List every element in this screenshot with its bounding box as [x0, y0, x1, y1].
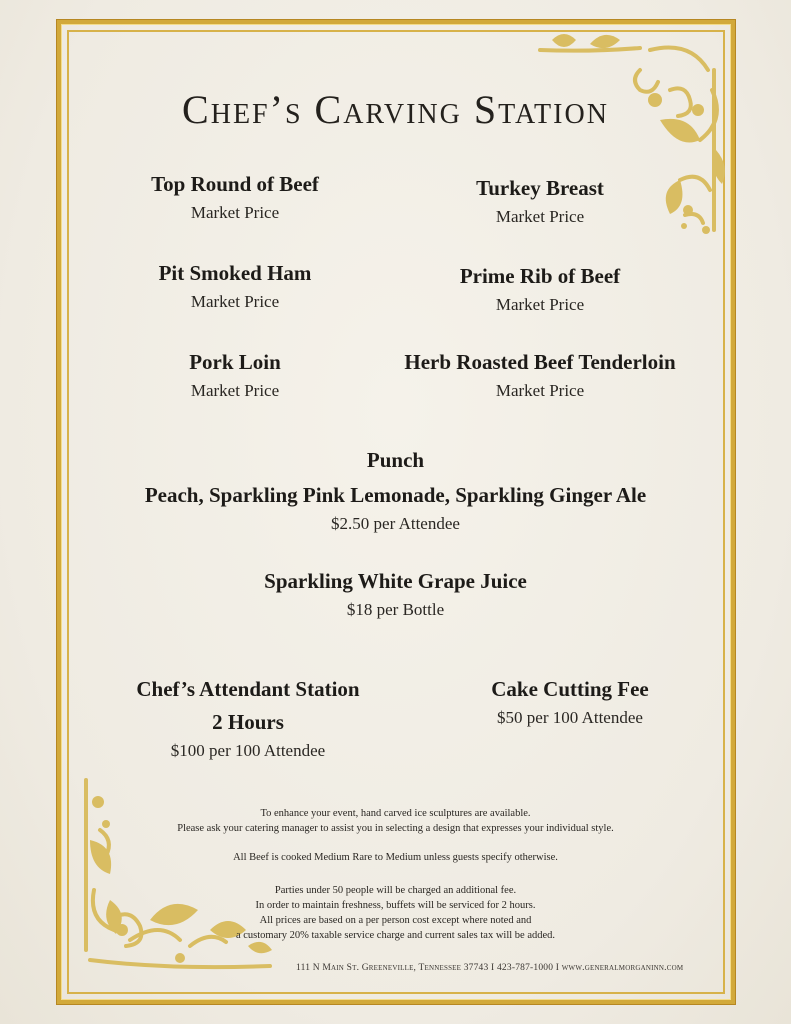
- punch-price: $2.50 per Attendee: [331, 514, 460, 533]
- note-line: All prices are based on a per person cost except where noted and: [259, 915, 532, 926]
- ice-sculpture-note: [0, 806, 791, 836]
- attendant-duration: 2 Hours: [212, 710, 284, 734]
- punch-heading: Punch: [366, 448, 425, 472]
- grape-juice-price: $18 per Bottle: [346, 600, 445, 619]
- item-name: Turkey Breast: [476, 176, 604, 200]
- item-price: Market Price: [190, 203, 280, 222]
- note-line: Please ask your catering manager to assist you in selecting a design that expresses your individual style.: [177, 823, 614, 834]
- item-name: Top Round of Beef: [151, 172, 319, 196]
- item-price: Market Price: [190, 381, 280, 400]
- item-name: Pit Smoked Ham: [158, 261, 312, 285]
- policy-note: [0, 883, 791, 943]
- note-line: In order to maintain freshness, buffets will be serviced for 2 hours.: [255, 900, 536, 911]
- menu-item: [135, 261, 335, 312]
- attendant-price: $100 per 100 Attendee: [170, 741, 326, 760]
- menu-item: [135, 172, 335, 223]
- item-price: Market Price: [495, 295, 585, 314]
- item-name: Herb Roasted Beef Tenderloin: [404, 350, 676, 374]
- note-line: To enhance your event, hand carved ice sculptures are available.: [260, 808, 531, 819]
- cake-section: [470, 677, 670, 728]
- item-price: Market Price: [190, 292, 280, 311]
- menu-item: [440, 176, 640, 227]
- item-price: Market Price: [495, 207, 585, 226]
- punch-flavors: Peach, Sparkling Pink Lemonade, Sparkling Ginger Ale: [144, 483, 647, 507]
- item-price: Market Price: [495, 381, 585, 400]
- note-line: All Beef is cooked Medium Rare to Medium unless guests specify otherwise.: [233, 852, 558, 863]
- menu-item: [440, 264, 640, 315]
- grape-juice-heading: Sparkling White Grape Juice: [264, 569, 527, 593]
- punch-section: [0, 448, 791, 534]
- beef-note: [0, 850, 791, 865]
- cake-heading: Cake Cutting Fee: [491, 677, 649, 701]
- attendant-section: [118, 677, 378, 761]
- note-line: Parties under 50 people will be charged an additional fee.: [274, 885, 517, 896]
- menu-item: [390, 350, 690, 401]
- menu-item: [135, 350, 335, 401]
- item-name: Pork Loin: [189, 350, 281, 374]
- footer-address: 111 N Main St. Greeneville, Tennessee 37743 I 423-787-1000 I www.generalmorganinn.com: [296, 963, 684, 973]
- item-name: Prime Rib of Beef: [459, 264, 621, 288]
- grape-juice-section: [0, 569, 791, 620]
- page-title: Chef’s Carving Station: [182, 87, 609, 132]
- note-line: a customary 20% taxable service charge and current sales tax will be added.: [235, 930, 556, 941]
- cake-price: $50 per 100 Attendee: [497, 708, 643, 727]
- attendant-heading: Chef’s Attendant Station: [136, 677, 360, 701]
